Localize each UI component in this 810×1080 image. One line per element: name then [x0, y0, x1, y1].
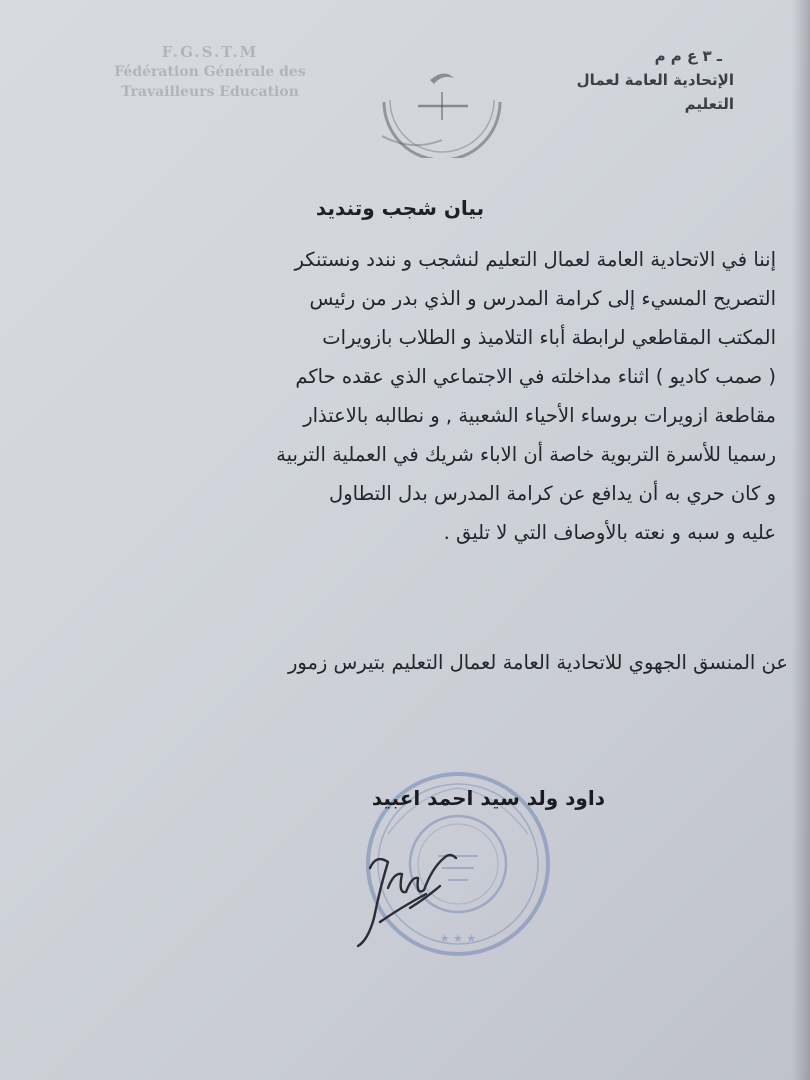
letterhead-french	[75, 42, 345, 102]
closing-line: عن المنسق الجهوي للاتحادية العامة لعمال التعليم بتيرس زمور	[287, 651, 788, 674]
statement-title: بيان شجب وتنديد	[315, 196, 485, 220]
svg-text:★ ★ ★: ★ ★ ★	[439, 932, 477, 945]
body-line: مقاطعة ازويرات بروساء الأحياء الشعبية , و نطالبه بالاعتذار	[303, 404, 776, 427]
union-emblem-icon	[372, 40, 512, 158]
body-line: رسميا للأسرة التربوية خاصة أن الاباء شريك في العملية التربية	[276, 443, 776, 466]
signer-name: داود ولد سيد احمد اعبيد	[371, 786, 605, 810]
body-line: و كان حري به أن يدافع عن كرامة المدرس بدل التطاول	[329, 482, 776, 505]
letterhead-arabic-line-2: التعليم	[684, 95, 734, 113]
body-line: ( صمب كاديو ) اثناء مداخلته في الاجتماعي الذي عقده حاكم	[295, 365, 776, 388]
handwritten-signature-icon	[340, 828, 470, 958]
closing-attribution	[98, 644, 788, 682]
letterhead-french-line-1: Fédération Générale des	[114, 64, 306, 80]
letterhead-abbreviation: F.G.S.T.M	[161, 43, 259, 61]
letterhead-french-line-2: Travailleurs Education	[121, 84, 299, 100]
body-line: التصريح المسيء إلى كرامة المدرس و الذي بدر من رئيس	[309, 287, 776, 310]
letterhead-arabic-line-1: الإتحادية العامة لعمال	[576, 71, 734, 89]
statement-body	[96, 240, 776, 552]
letterhead-arabic	[524, 44, 734, 116]
body-line: عليه و سبه و نعته بالأوصاف التي لا تليق .	[443, 521, 776, 544]
page-edge-shadow	[792, 0, 810, 1080]
letterhead-arabic-abbreviation: ـ ٣ ع م م	[654, 47, 722, 65]
body-line: إننا في الاتحادية العامة لعمال التعليم لنشجب و نندد ونستنكر	[294, 248, 776, 271]
body-line: المكتب المقاطعي لرابطة أباء التلاميذ و الطلاب بازويرات	[322, 326, 776, 349]
